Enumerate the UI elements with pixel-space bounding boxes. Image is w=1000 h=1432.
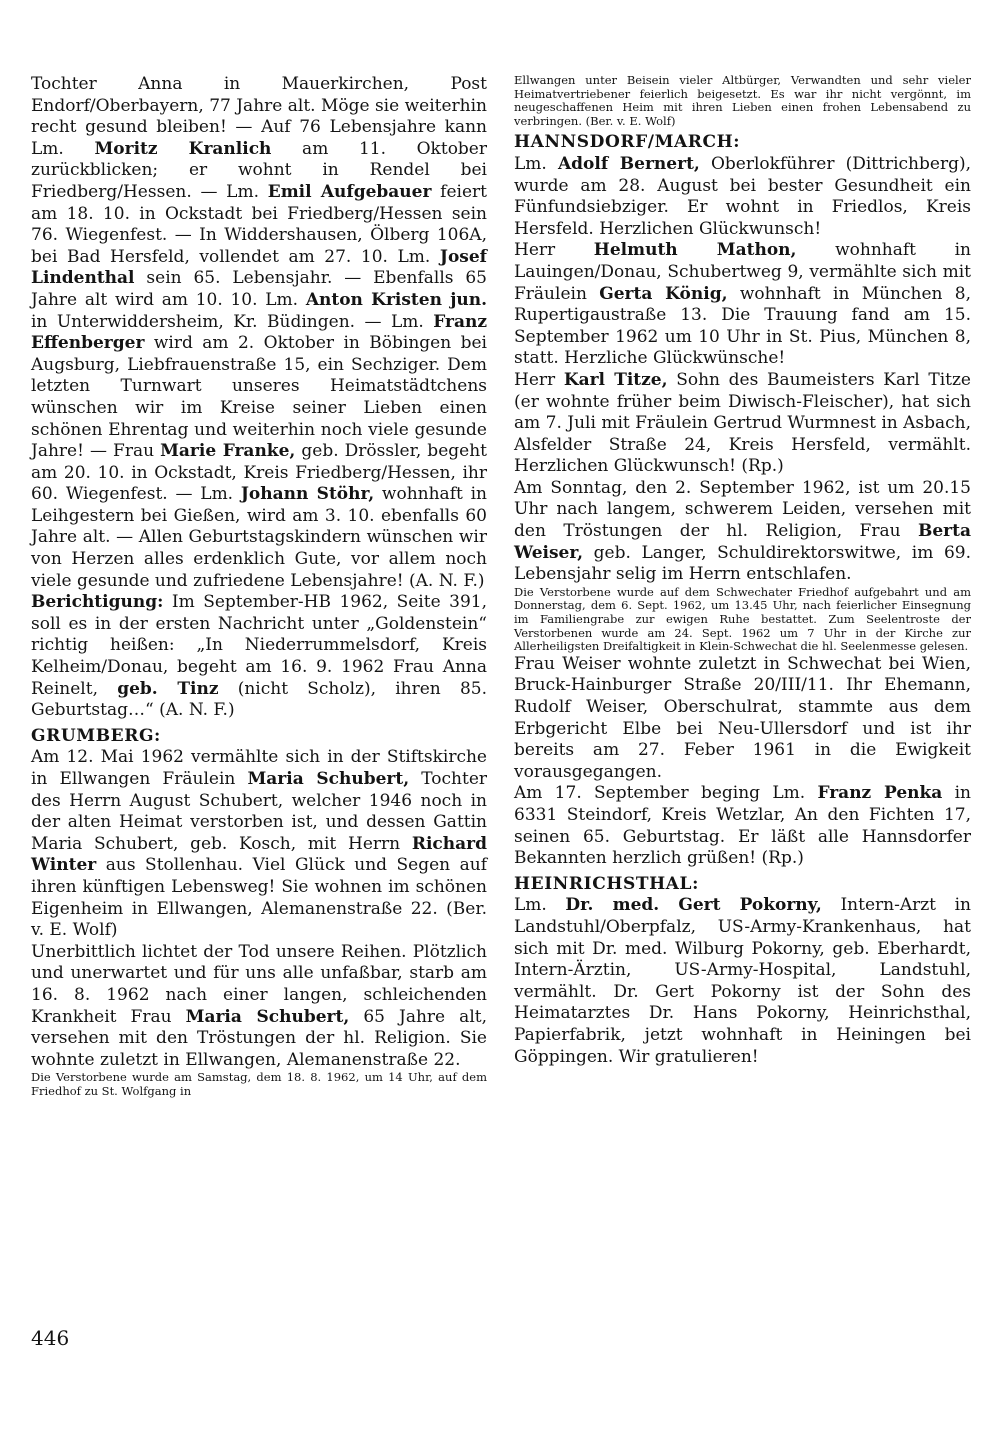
bold-name: Berichtigung: bbox=[31, 592, 164, 613]
text-run: in Unterwiddersheim, Kr. Büdingen. — Lm. bbox=[31, 311, 434, 332]
bold-name: Gerta König, bbox=[599, 283, 728, 304]
text-run: sein 65. Lebensjahr. — Ebenfalls 65 Jahre alt wird am 10. 10. Lm. bbox=[31, 268, 487, 310]
left-column bbox=[31, 74, 487, 1099]
text-run: in 6331 Steindorf, Kreis Wetzlar, An den Fichten 17, seinen 65. Geburtstag. Er läßt alle Hannsdorfer Bekannten herzlich grüßen! (Rp.) bbox=[514, 783, 971, 869]
text-run: Ellwangen unter Beisein vieler Altbürger, Verwandten und sehr vieler Heimatvertriebener feierlich beigesetzt. Es war ihr nicht vergönnt, im neugeschaffenen Heim mit ihren Lieben einen frohen Lebensabend zu verbringen. (Ber. v. E. Wolf) bbox=[514, 73, 971, 128]
bold-name: Helmuth Mathon, bbox=[593, 240, 797, 261]
text-run: Tochter Anna in Mauerkirchen, Post Endorf/Oberbayern, 77 Jahre alt. Möge sie weiterhin recht gesund bleiben! — Auf 76 Lebensjahre kann Lm. bbox=[31, 74, 487, 159]
bold-name: Adolf Bernert, bbox=[557, 153, 700, 174]
text-run: Lm. bbox=[514, 895, 566, 916]
bold-name: Josef Lindenthal bbox=[31, 246, 487, 289]
bold-name: Dr. med. Gert Pokorny, bbox=[565, 895, 822, 916]
bold-name: Anton Kristen jun. bbox=[305, 289, 487, 310]
page-number: 446 bbox=[31, 1326, 70, 1350]
burial-note bbox=[514, 586, 971, 654]
text-run: 65 Jahre alt, versehen mit den Tröstungen der hl. Religion. Sie wohnte zuletzt in Ellwangen, Alemanenstraße 22. bbox=[31, 1006, 487, 1070]
birthday-paragraph bbox=[514, 783, 971, 869]
section-heading-heinrichsthal: HEINRICHSTHAL: bbox=[514, 873, 699, 894]
text-run: Intern-Arzt in Landstuhl/Oberpfalz, US-Army-Krankenhaus, hat sich mit Dr. med. Wilburg Pokorny, geb. Eberhardt, Intern-Ärztin, US-Army-Hospital, Landstuhl, vermählt. Dr. Gert Pokorny ist der Sohn des Heimatarztes Dr. Hans Pokorny, Heinrichsthal, Papierfabrik, jetzt wohnhaft in Heiningen bei Göppingen. Wir gratulieren! bbox=[514, 895, 971, 1067]
text-run: am 11. Oktober zurückblicken; er wohnt in Rendel bei Friedberg/Hessen. — Lm. bbox=[31, 138, 487, 202]
section-heading-grumberg: GRUMBERG: bbox=[31, 725, 161, 746]
text-run: Die Verstorbene wurde am Samstag, dem 18. 8. 1962, um 14 Uhr, auf dem Friedhof zu St. Wolfgang in bbox=[31, 1070, 487, 1098]
text-run: feiert am 18. 10. in Ockstadt bei Friedberg/Hessen sein 76. Wiegenfest. — In Widdershausen, Ölberg 106A, bei Bad Hersfeld, vollendet am 27. 10. Lm. bbox=[31, 181, 487, 267]
text-run: Herr bbox=[514, 369, 564, 390]
bold-name: Franz Effenberger bbox=[31, 311, 487, 354]
text-run: Unerbittlich lichtet der Tod unsere Reihen. Plötzlich und unerwartet und für uns alle unfaßbar, starb am 16. 8. 1962 nach einer langen, schleichenden Krankheit Frau bbox=[31, 941, 487, 1027]
text-run: Frau Weiser wohnte zuletzt in Schwechat bei Wien, Bruck-Hainburger Straße 20/III/11. Ihr Ehemann, Rudolf Weiser, Oberschulrat, stammte aus dem Erbgericht Elbe bei Neu-Ullersdorf und ist ihr bereits am 27. Feber 1961 in die Ewigkeit vorausgegangen. bbox=[514, 653, 971, 782]
text-run: wohnhaft in Lauingen/Donau, Schubertweg 9, vermählte sich mit Fräulein bbox=[514, 240, 971, 304]
text-run: (nicht Scholz), ihren 85. Geburtstag…“ (A. N. F.) bbox=[31, 678, 487, 721]
bold-name: Franz Penka bbox=[817, 783, 943, 804]
burial-note bbox=[31, 1071, 487, 1098]
text-run: geb. Langer, Schuldirektorswitwe, im 69. Lebensjahr selig im Herrn entschlafen. bbox=[514, 542, 971, 585]
bold-name: Marie Franke, bbox=[160, 441, 296, 462]
bold-name: Maria Schubert, bbox=[185, 1006, 350, 1027]
wedding-paragraph bbox=[514, 240, 971, 370]
text-run: Lm. bbox=[514, 153, 558, 174]
text-run: Oberlokführer (Dittrichberg), wurde am 28. August bei bester Gesundheit ein Fünfundsiebziger. Er wohnt in Friedlos, Kreis Hersfeld. Herzlichen Glückwunsch! bbox=[514, 153, 971, 239]
text-run: Im September-HB 1962, Seite 391, soll es in der ersten Nachricht unter „Goldenstein“ richtig heißen: „In Niederrummelsdorf, Kreis Kelheim/Donau, begeht am 16. 9. 1962 Frau Anna Reinelt, bbox=[31, 592, 487, 699]
obituary-paragraph bbox=[514, 478, 971, 586]
bold-name: geb. Tinz bbox=[117, 678, 219, 699]
text-run: Herr bbox=[514, 240, 594, 261]
bold-name: Maria Schubert, bbox=[247, 769, 410, 789]
text-run: wohnhaft in München 8, Rupertigaustraße 13. Die Trauung fand am 15. September 1962 um 10 Uhr in St. Pius, München 8, statt. Herzliche Glückwünsche! bbox=[514, 283, 971, 369]
bold-name: Karl Titze, bbox=[563, 369, 668, 390]
bold-name: Johann Stöhr, bbox=[240, 484, 375, 505]
text-run: Sohn des Baumeisters Karl Titze (er wohnte früher beim Diwisch-Fleischer), hat sich am 7. Juli mit Fräulein Gertrud Wurmnest in Asbach, Alsfelder Straße 24, Kreis Hersfeld, vermählt. Herzlichen Glückwunsch! (Rp.) bbox=[514, 369, 971, 477]
birthday-paragraph bbox=[514, 154, 971, 240]
obituary-paragraph bbox=[31, 942, 487, 1072]
wedding-paragraph bbox=[514, 895, 971, 1068]
text-run: Am 17. September beging Lm. bbox=[514, 783, 818, 804]
text-run: Am Sonntag, den 2. September 1962, ist um 20.15 Uhr nach langem, schwerem Leiden, versehen mit den Tröstungen der hl. Religion, Frau bbox=[514, 477, 971, 542]
obituary-detail-paragraph bbox=[514, 654, 971, 784]
burial-note-continued bbox=[514, 74, 971, 128]
correction-paragraph bbox=[31, 592, 487, 722]
text-run: wird am 2. Oktober in Böbingen bei Augsburg, Liebfrauenstraße 15, ein Sechziger. Dem letzten Turnwart unseres Heimatstädtchens wünschen wir im Kreise seiner Lieben einen schönen Ehrentag und weiterhin noch viele gesunde Jahre! — Frau bbox=[31, 333, 487, 462]
text-run: aus Stollenhau. Viel Glück und Segen auf ihren künftigen Lebensweg! Sie wohnen im schönen Eigenheim in Ellwangen, Alemanenstraße 22. (Ber. v. E. Wolf) bbox=[31, 855, 487, 941]
text-run: Die Verstorbene wurde auf dem Schwechater Friedhof aufgebahrt und am Donnerstag, dem 6. Sept. 1962, um 13.45 Uhr, nach feierlicher Einsegnung im Familiengrabe zur ewigen Ruhe bestattet. Zum Seelentroste der Verstorbenen wurde am 24. Sept. 1962 um 7 Uhr in der Kirche zur Allerheiligsten Dreifaltigkeit in Klein-Schwechat die hl. Seelenmesse gelesen. bbox=[514, 584, 971, 654]
right-column bbox=[514, 74, 971, 1068]
wedding-paragraph bbox=[514, 370, 971, 478]
wedding-paragraph bbox=[31, 747, 487, 941]
text-run: Am 12. Mai 1962 vermählte sich in der Stiftskirche in Ellwangen Fräulein bbox=[31, 747, 487, 789]
birthday-paragraph bbox=[31, 74, 487, 592]
text-run: wohnhaft in Leihgestern bei Gießen, wird am 3. 10. ebenfalls 60 Jahre alt. — Allen Geburtstagskindern wünschen wir von Herzen alles erdenklich Gute, vor allem noch viele gesunde und zufriedene Lebensjahre! (A. N. F.) bbox=[31, 484, 487, 591]
bold-name: Moritz Kranlich bbox=[94, 138, 272, 159]
text-run: Tochter des Herrn August Schubert, welcher 1946 noch in der alten Heimat verstorben ist, und dessen Gattin Maria Schubert, geb. Kosch, mit Herrn bbox=[31, 769, 488, 854]
bold-name: Berta Weiser, bbox=[514, 521, 971, 563]
text-run: geb. Drössler, begeht am 20. 10. in Ockstadt, Kreis Friedberg/Hessen, ihr 60. Wiegenfest. — Lm. bbox=[31, 441, 487, 505]
bold-name: Emil Aufgebauer bbox=[267, 181, 432, 202]
section-heading-hannsdorf: HANNSDORF/MARCH: bbox=[514, 132, 741, 153]
bold-name: Richard Winter bbox=[31, 833, 487, 876]
